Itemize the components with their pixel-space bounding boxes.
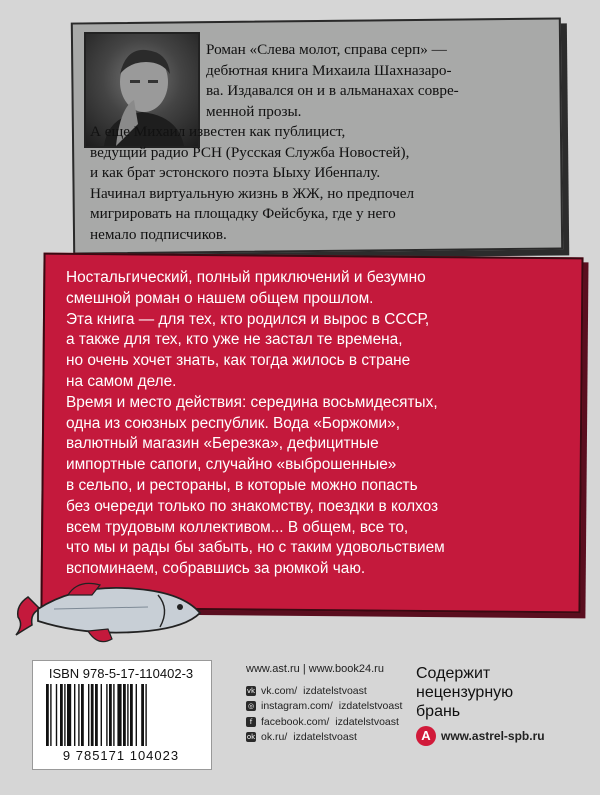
warning-line: Содержит bbox=[416, 665, 491, 682]
barcode-bar bbox=[130, 684, 133, 746]
social-link-vk[interactable] bbox=[246, 683, 402, 699]
social-handle: izdatelstvoast bbox=[303, 684, 367, 697]
facebook-icon: f bbox=[246, 717, 256, 727]
social-link-odnoklassniki[interactable] bbox=[246, 730, 402, 746]
isbn-label: ISBN 978-5-17-110402-3 bbox=[48, 666, 194, 681]
synopsis-line: Время и место действия: середина восьмидесятых, bbox=[66, 393, 438, 411]
warning-line: нецензурную bbox=[416, 684, 514, 701]
content-warning bbox=[416, 664, 586, 721]
barcode-bars bbox=[42, 684, 202, 746]
bio-line: дебютная книга Михаила Шахназаро- bbox=[206, 61, 452, 79]
bio-line: А еще Михаил известен как публицист, bbox=[90, 123, 346, 140]
astrel-logo-icon: А bbox=[416, 726, 436, 746]
synopsis-line: импортные сапоги, случайно «выброшенные» bbox=[66, 456, 397, 474]
synopsis-text bbox=[66, 268, 566, 580]
social-handle: izdatelstvoast bbox=[293, 731, 357, 744]
bio-text-beside-photo bbox=[206, 40, 548, 122]
barcode-bar bbox=[123, 684, 126, 746]
synopsis-line: что мы и рады бы забыть, но с таким удовольствием bbox=[66, 539, 445, 557]
bio-line: менной прозы. bbox=[206, 102, 302, 120]
bio-line: немало подписчиков. bbox=[90, 225, 227, 243]
barcode-bar bbox=[145, 684, 146, 746]
synopsis-line: вспоминаем, собравшись за рюмкой чаю. bbox=[66, 560, 366, 578]
bio-line: Роман «Слева молот, справа серп» — bbox=[206, 41, 447, 58]
fish-illustration bbox=[8, 565, 208, 655]
bio-line: ва. Издавался он и в альманахах совре- bbox=[206, 82, 459, 100]
synopsis-line: одна из союзных республик. Вода «Боржоми», bbox=[66, 414, 400, 432]
barcode-bar bbox=[127, 684, 128, 746]
barcode-bar bbox=[67, 684, 71, 746]
vk-icon: vk bbox=[246, 686, 256, 695]
instagram-icon: ◎ bbox=[247, 702, 255, 711]
barcode-bar bbox=[113, 684, 114, 746]
publisher-websites[interactable]: www.ast.ru | www.book24.ru bbox=[246, 663, 384, 675]
barcode-bar bbox=[109, 684, 112, 746]
social-site: ok.ru/ bbox=[261, 731, 288, 744]
social-handle: izdatelstvoast bbox=[335, 715, 399, 728]
publisher-link[interactable] bbox=[416, 726, 545, 746]
barcode-bar bbox=[117, 684, 121, 746]
barcode-bar bbox=[136, 684, 137, 746]
barcode-bar bbox=[81, 684, 84, 746]
barcode-bar bbox=[50, 684, 51, 746]
barcode-bar bbox=[56, 684, 57, 746]
social-link-facebook[interactable] bbox=[246, 714, 402, 730]
warning-line: брань bbox=[416, 703, 461, 720]
publisher-url: www.astrel-spb.ru bbox=[441, 729, 545, 743]
barcode-bar bbox=[91, 684, 94, 746]
social-site: facebook.com/ bbox=[261, 715, 330, 728]
bio-line: ведущий радио РСН (Русская Служба Новостей), bbox=[90, 143, 410, 161]
social-link-instagram[interactable] bbox=[246, 699, 402, 715]
barcode-bar bbox=[88, 684, 89, 746]
social-site: instagram.com/ bbox=[261, 700, 333, 713]
bio-line: мигрировать на площадку Фейсбука, где у него bbox=[90, 205, 396, 223]
synopsis-line: всем трудовым коллективом... В общем, все то, bbox=[66, 518, 409, 536]
synopsis-line: смешной роман о нашем общем прошлом. bbox=[66, 289, 374, 307]
bio-line: и как брат эстонского поэта Ыыху Ибенпалу. bbox=[90, 164, 381, 182]
barcode-bar bbox=[141, 684, 144, 746]
synopsis-line: Эта книга — для тех, кто родился и вырос в СССР, bbox=[66, 310, 430, 328]
barcode-bar bbox=[64, 684, 65, 746]
synopsis-line: без очереди только по знакомству, поездки в колхоз bbox=[66, 497, 439, 515]
barcode-bar bbox=[95, 684, 98, 746]
barcode-bar bbox=[74, 684, 75, 746]
synopsis-line: но очень хочет знать, как тогда жилось в стране bbox=[66, 352, 411, 370]
social-site: vk.com/ bbox=[261, 684, 298, 697]
barcode-number: 9 785171 104023 bbox=[62, 748, 180, 763]
synopsis-line: Ностальгический, полный приключений и безумно bbox=[66, 269, 426, 286]
bio-text-full bbox=[90, 122, 548, 246]
barcode-bar bbox=[101, 684, 102, 746]
synopsis-line: на самом деле. bbox=[66, 372, 177, 390]
odnoklassniki-icon: ok bbox=[246, 733, 256, 742]
barcode-bar bbox=[78, 684, 79, 746]
synopsis-line: а также для тех, кто уже не застал те времена, bbox=[66, 331, 403, 349]
social-handle: izdatelstvoast bbox=[338, 700, 403, 713]
bio-line: Начинал виртуальную жизнь в ЖЖ, но предпочел bbox=[90, 184, 415, 202]
social-links bbox=[246, 683, 402, 745]
barcode-bar bbox=[46, 684, 49, 746]
synopsis-line: валютный магазин «Березка», дефицитные bbox=[66, 435, 379, 453]
synopsis-line: в сельпо, и рестораны, в которые можно попасть bbox=[66, 476, 418, 494]
barcode-bar bbox=[60, 684, 63, 746]
barcode-bar bbox=[106, 684, 107, 746]
